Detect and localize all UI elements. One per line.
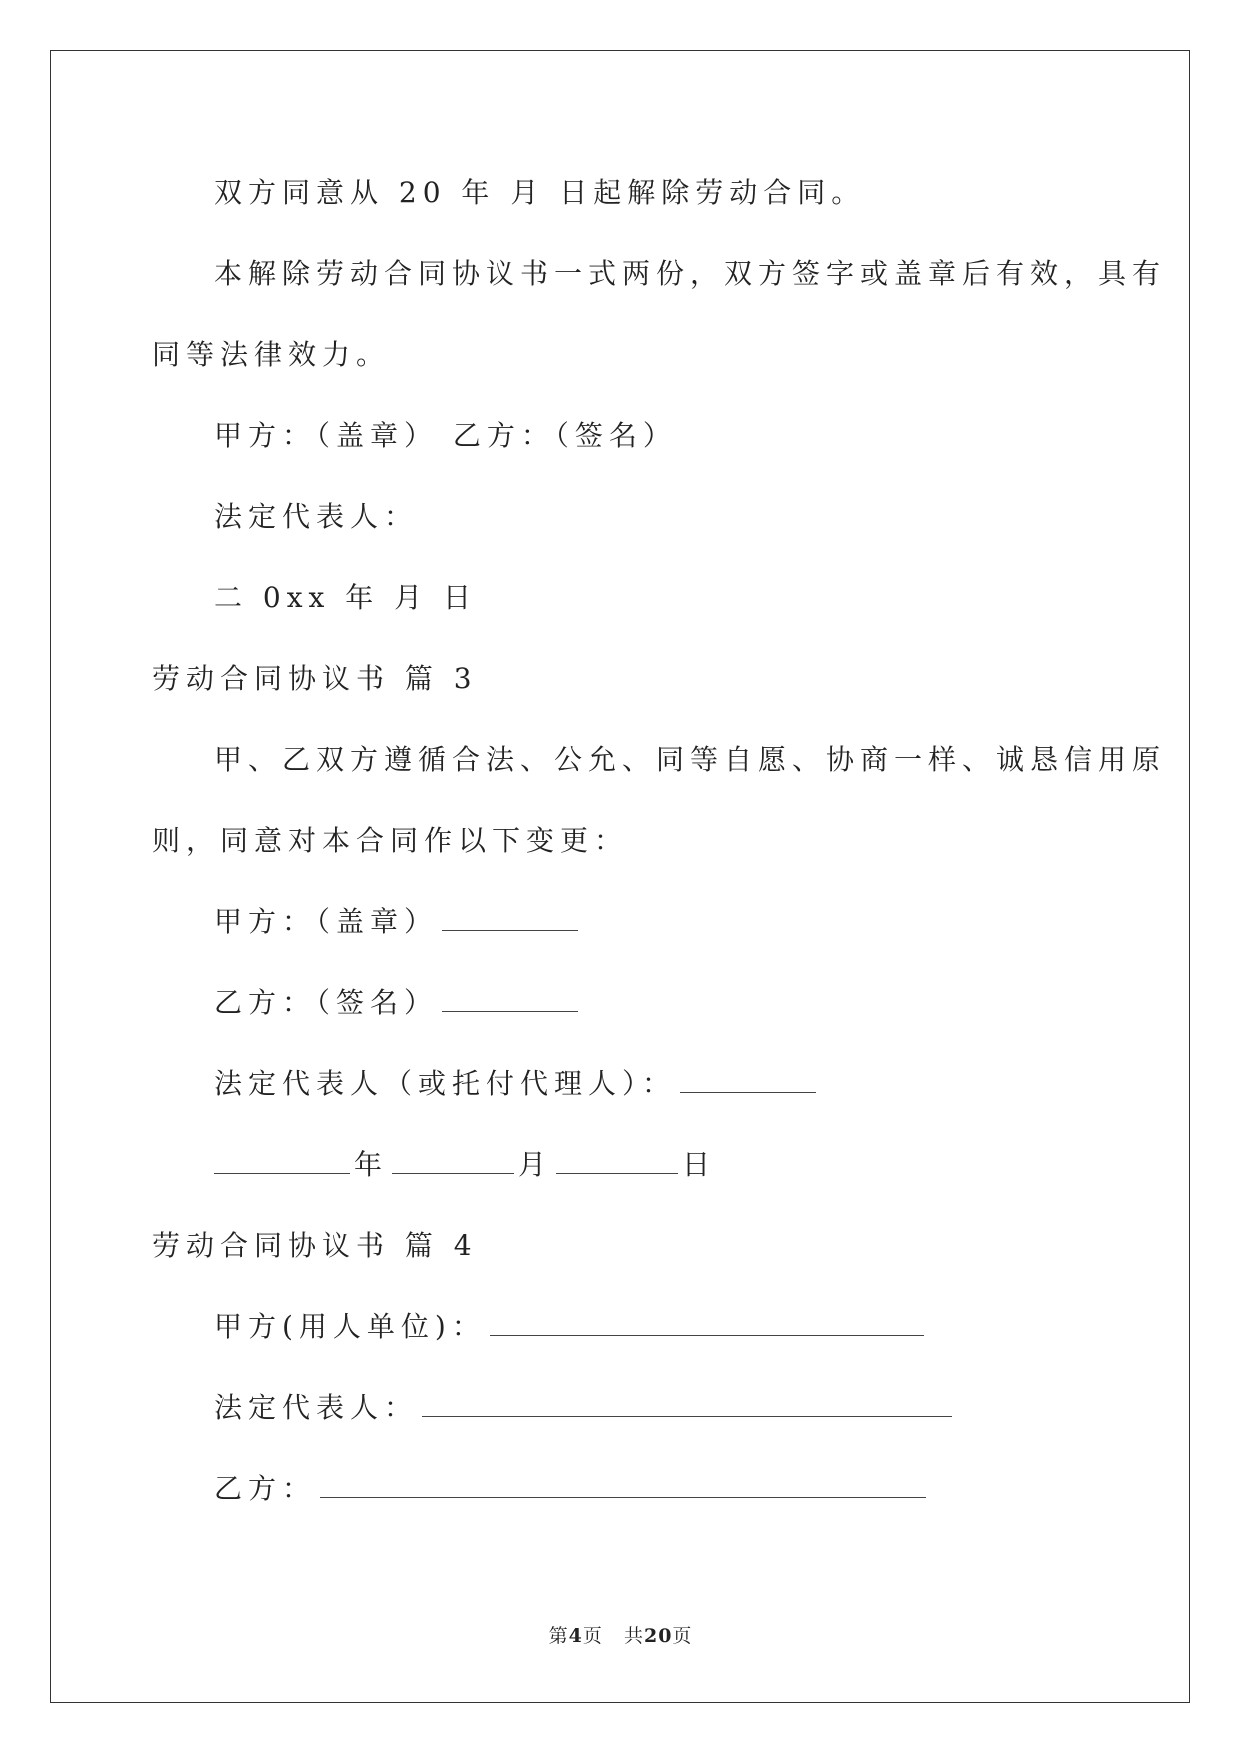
text-line: 二 0xx 年 月 日 <box>214 581 477 614</box>
blank-field <box>442 987 578 1012</box>
blank-day <box>556 1149 678 1174</box>
party-b-label: 乙方： <box>214 1472 317 1505</box>
section-heading: 劳动合同协议书 篇 3 <box>152 662 478 695</box>
text-line: 甲方：（盖章） 乙方：（签名） <box>214 419 677 452</box>
footer-total-pages: 20 <box>643 1625 673 1647</box>
text-line: 本解除劳动合同协议书一式两份，双方签字或盖章后有效，具有 <box>214 257 1167 290</box>
blank-field <box>320 1473 926 1498</box>
text-line: 则，同意对本合同作以下变更： <box>152 824 629 857</box>
blank-month <box>392 1149 514 1174</box>
employer-line <box>214 1310 928 1344</box>
year-label: 年 <box>354 1148 389 1181</box>
footer-prefix: 第 <box>548 1625 569 1647</box>
legal-rep-line <box>214 1391 956 1425</box>
date-line <box>214 1148 716 1182</box>
legal-rep-agent-line <box>214 1067 820 1101</box>
blank-year <box>214 1149 350 1174</box>
page-border <box>50 50 1190 1703</box>
month-label: 月 <box>518 1148 553 1181</box>
legal-rep-agent-label: 法定代表人（或托付代理人）： <box>214 1067 677 1100</box>
text-line: 双方同意从 20 年 月 日起解除劳动合同。 <box>214 176 866 209</box>
blank-field <box>490 1311 924 1336</box>
party-a-seal-line <box>214 905 582 939</box>
blank-field <box>422 1392 952 1417</box>
page-footer <box>0 1621 1241 1648</box>
text-line: 法定代表人： <box>214 500 419 533</box>
party-b-line <box>214 1472 930 1506</box>
text-line: 甲、乙双方遵循合法、公允、同等自愿、协商一样、诚恳信用原 <box>214 743 1167 776</box>
section-heading: 劳动合同协议书 篇 4 <box>152 1229 478 1262</box>
party-a-seal-label: 甲方：（盖章） <box>214 905 439 938</box>
party-b-sign-line <box>214 986 582 1020</box>
employer-label: 甲方(用人单位)： <box>214 1310 486 1343</box>
footer-page-suffix: 页 <box>582 1625 603 1647</box>
footer-total-suffix: 页 <box>672 1625 693 1647</box>
blank-field <box>680 1068 816 1093</box>
text-line: 同等法律效力。 <box>152 338 391 371</box>
party-b-sign-label: 乙方：（签名） <box>214 986 439 1019</box>
legal-rep-label: 法定代表人： <box>214 1391 419 1424</box>
day-label: 日 <box>682 1148 717 1181</box>
footer-page-number: 4 <box>568 1625 583 1647</box>
footer-total-prefix: 共 <box>623 1625 644 1647</box>
blank-field <box>442 906 578 931</box>
